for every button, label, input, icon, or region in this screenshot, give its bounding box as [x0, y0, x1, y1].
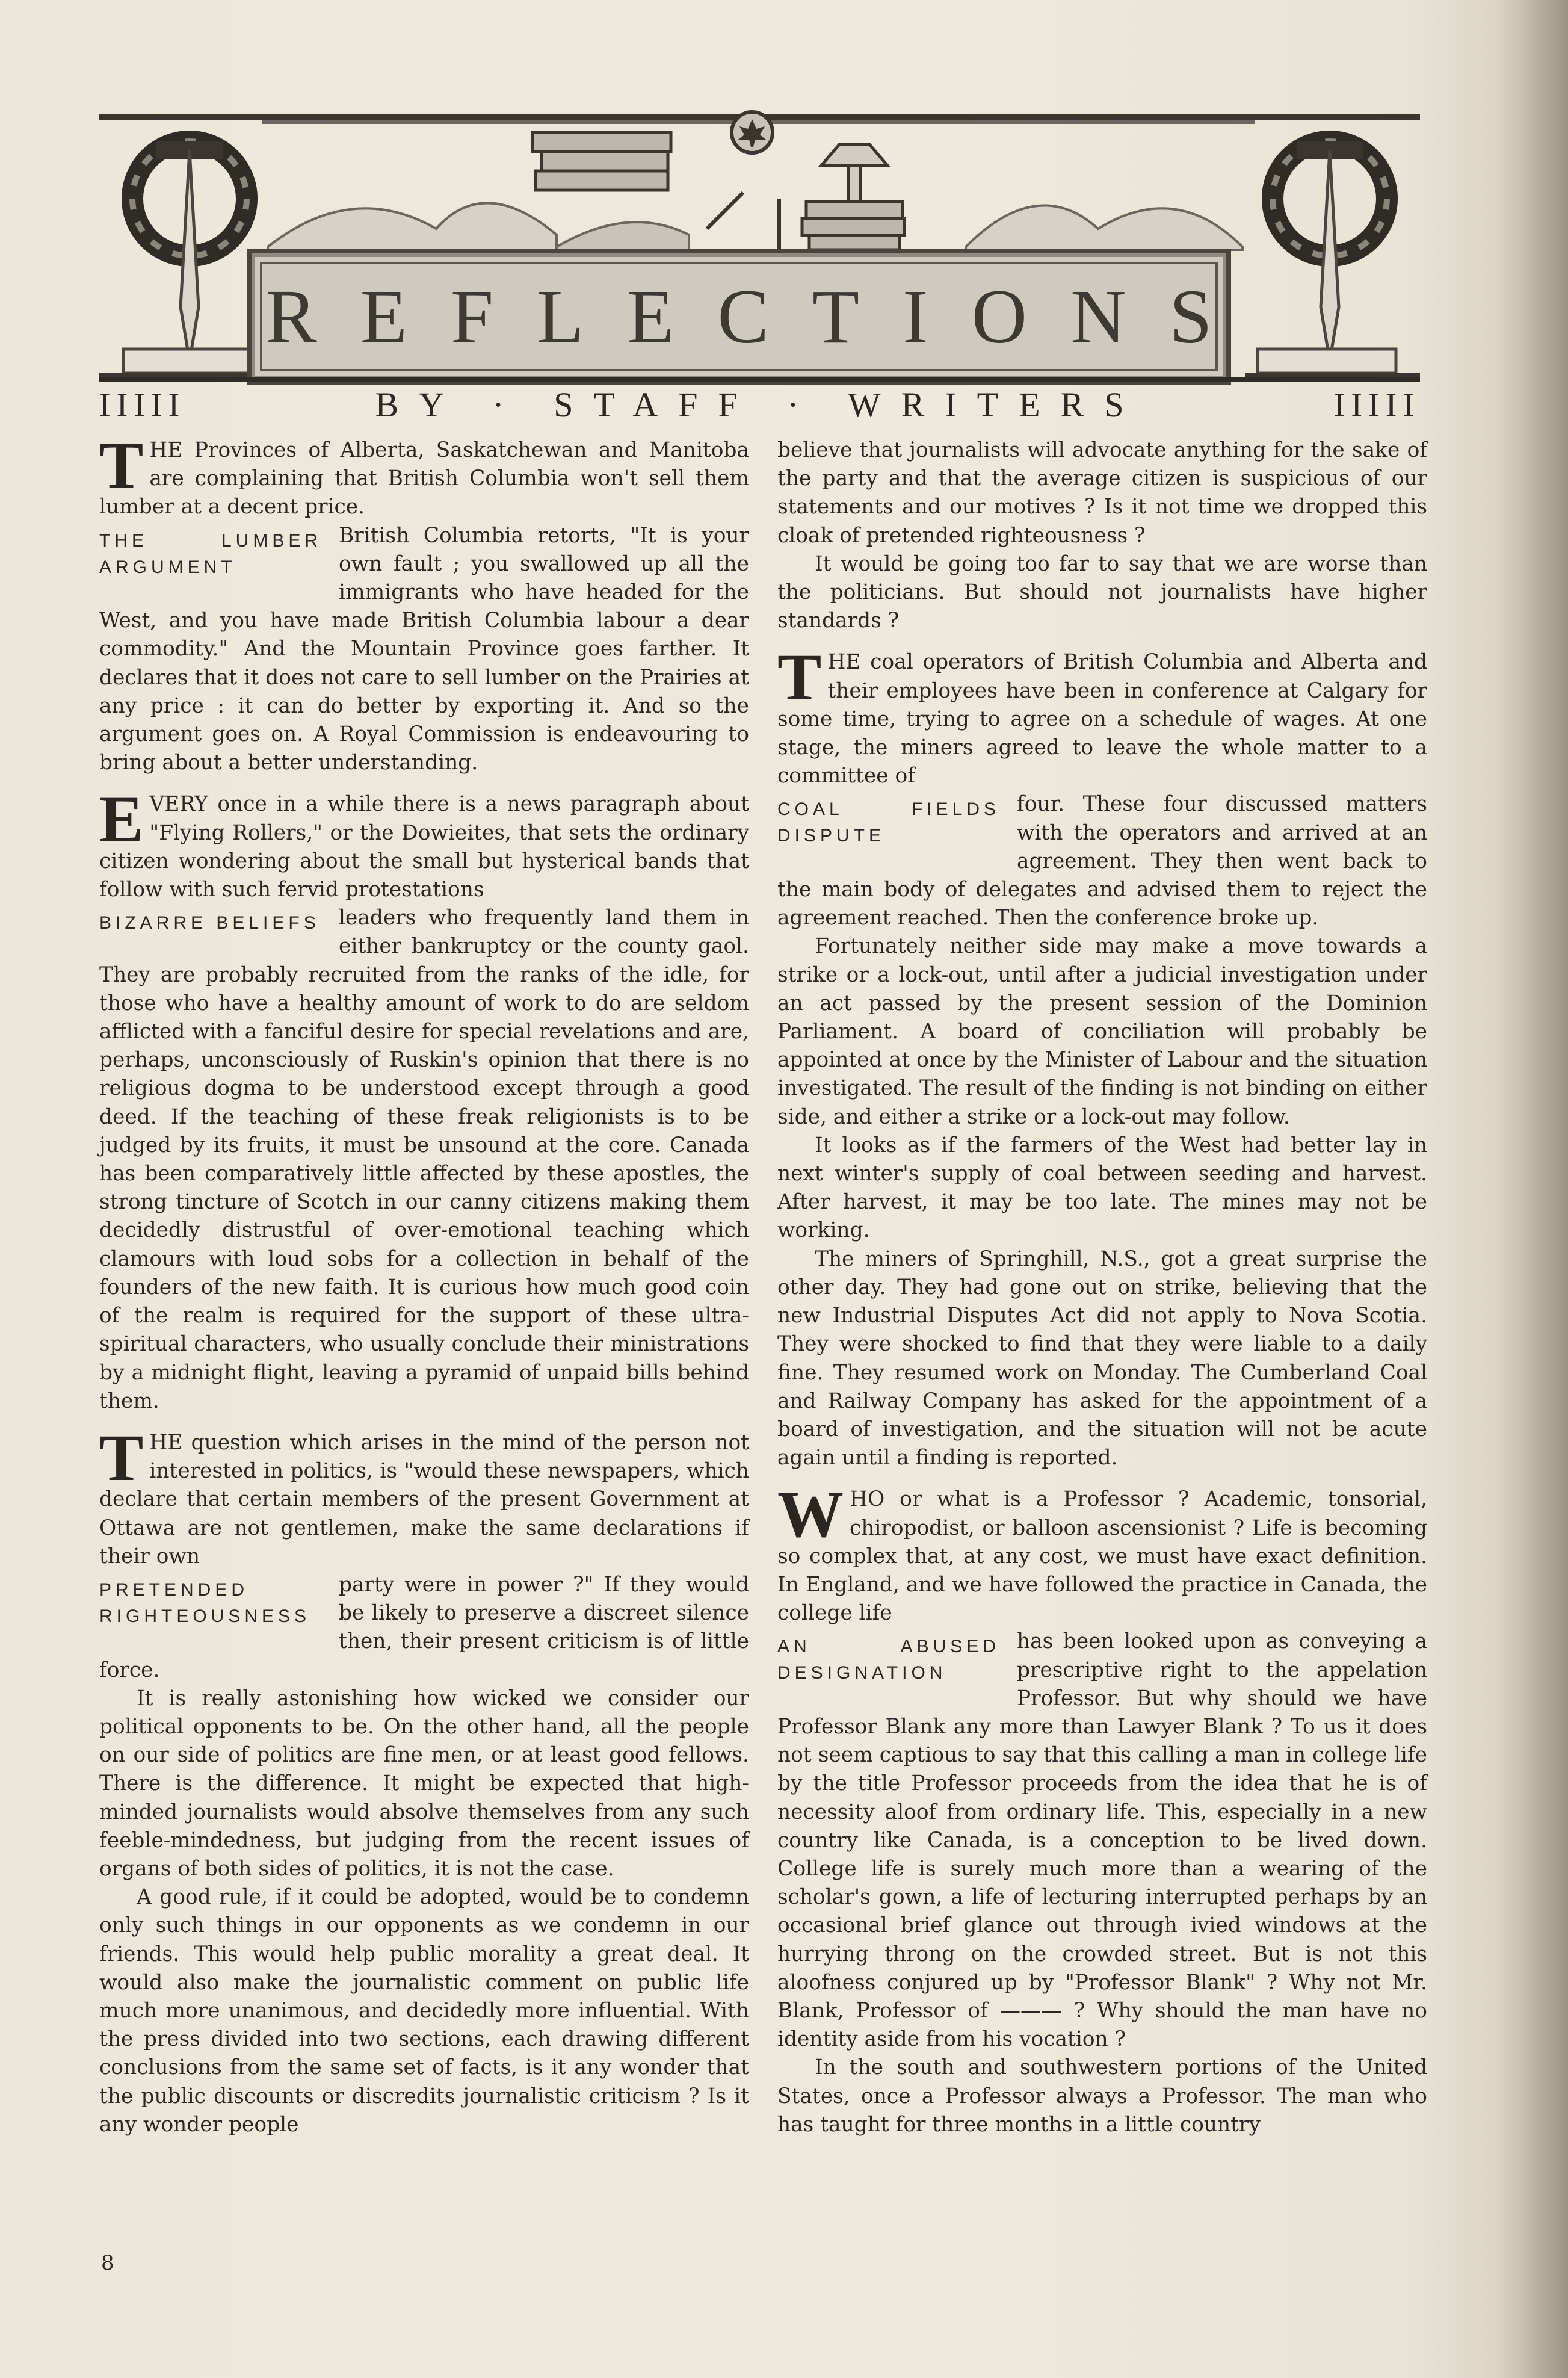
section-lead: VERY once in a while there is a news paragraph about "Flying Rollers," or the Dowieites, that sets the ordinary citizen wondering about the small but hysterical bands that follow with such fervid protestations [99, 792, 749, 902]
paragraph: A good rule, if it could be adopted, would be to condemn only such things in our opponents as we condemn in our friends. This would help public morality a great deal. It would also make the journalistic comment on public life much more unanimous, and decidedly more influential. With the press divided into two sections, each drawing different conclusions from the same set of facts, is it any wonder that the public discounts or discredits journalistic criticism ? Is it any wonder people [99, 1885, 749, 2137]
paragraph: In the south and southwestern portions of the United States, once a Professor always a Professor. The man who has taught for three months in a little country [777, 2055, 1427, 2137]
byline [99, 382, 1420, 427]
lamp-icon [821, 144, 887, 202]
byline-ornament-right: IIIII [1333, 386, 1420, 424]
section-continuation [777, 436, 1427, 635]
section-body: leaders who frequently land them in either bankruptcy or the county gaol. They are probably recruited from the ranks of the idle, for those who have a healthy amount of work to do are seldom afflicted with a fanciful desire for special revelations and are, perhaps, unconsciously of Ruskin's opinion that there is no religious dogma to be understood except through a good deed. If the teaching of these freak religionists is to be judged by its fruits, it must be unsound at the core. Canada has been comparatively little affected by these apostles, the strong tincture of Scotch in our canny citizens making them decidedly distrustful of over-emotional teaching which clamours with loud sobs for a collection in behalf of the founders of the new faith. It is curious how much good coin of the realm is required for the support of these ultra-spiritual characters, who usually conclude their ministrations by a midnight flight, leaving a pyramid of unpaid bills behind them. [99, 906, 749, 1413]
side-heading: AN ABUSED DESIGNATION [777, 1636, 1000, 1683]
byline-ornament-left: IIIII [99, 386, 186, 424]
drop-cap: T [99, 429, 144, 502]
left-column [99, 429, 749, 2152]
section-lead: HE Provinces of Alberta, Saskatchewan and Manitoba are complaining that British Columbia won't sell them lumber at a decent price. [99, 438, 749, 519]
binding-shadow [1496, 0, 1568, 2378]
paragraph: believe that journalists will advocate anything for the sake of the party and that the average citizen is suspicious of our statements and our motives ? Is it not time we dropped this cloak of pretended righteousness ? [777, 438, 1427, 548]
section-lumber-argument [99, 429, 749, 777]
title-panel [247, 249, 1256, 385]
reflections-header [99, 108, 1420, 427]
section-coal-fields-dispute [777, 640, 1427, 1472]
quill-icon [707, 193, 779, 250]
side-heading: THE LUMBER ARGUMENT [99, 530, 322, 577]
section-body: has been looked upon as conveying a prescriptive right to the appelation Professor. But why should we have Professor Blank any more than Lawyer Blank ? To us it does not seem captious to say that this calling a man in college life by the title Professor proceeds from the idea that he is of necessity aloof from ordinary life. This, especially in a new country like Canada, is a conception to be lived down. College life is surely much more than a wearing of the scholar's gown, a life of lecturing interrupted perhaps by an occasional brief glance out through ivied windows at the hurrying throng on the crowded street. But is not this aloofness conjured up by "Professor Blank" ? Why not Mr. Blank, Professor of ——— ? Why should the man have no identity aside from his vocation ? [777, 1629, 1427, 2052]
side-heading: COAL FIELDS DISPUTE [777, 799, 1000, 846]
section-pretended-righteousness [99, 1420, 749, 2139]
byline-text: BY · STAFF · WRITERS [375, 385, 1144, 424]
drop-cap: E [99, 782, 144, 856]
page-number: 8 [101, 2251, 114, 2275]
paragraph: Fortunately neither side may make a move towards a strike or a lock-out, until after a judicial investigation under an act passed by the present session of the Dominion Parliament. A board of conciliation will probably be appointed at once by the Minister of Labour and the situation investigated. The result of the finding is not binding on either side, and either a strike or a lock-out may follow. [777, 934, 1427, 1129]
drop-cap: W [777, 1478, 844, 1552]
paragraph: The miners of Springhill, N.S., got a great surprise the other day. They had gone out on strike, believing that the new Industrial Disputes Act did not apply to Nova Scotia. They were shocked to find that they were liable to a daily fine. They resumed work on Monday. The Cumberland Coal and Railway Company has asked for the appointment of a board of investigation, and the situation will not be acute again until a finding is reported. [777, 1246, 1427, 1470]
section-bizarre-beliefs [99, 782, 749, 1415]
section-body: British Columbia retorts, "It is your own fault ; you swallowed up all the immigrants who have headed for the West, and you have made British Columbia labour a dear commodity." And the Mountain Province goes farther. It declares that it does not care to sell lumber on the Prairies at any price : it can do better by exporting it. And so the argument goes on. A Royal Commission is endeavouring to bring about a better understanding. [99, 523, 749, 775]
section-body: four. These four discussed matters with the operators and arrived at an agreement. They then went back to the main body of delegates and advised them to reject the agreement reached. Then the conference broke up. [777, 792, 1427, 930]
leaf-folds [268, 203, 1242, 250]
side-heading: PRETENDED RIGHTEOUSNESS [99, 1579, 311, 1626]
section-lead: HE question which arises in the mind of the person not interested in politics, is "would these newspapers, which declare that certain members of the present Government at Ottawa are not gentlemen, make the same declarations if their own [99, 1430, 749, 1568]
section-body: party were in power ?" If they would be likely to preserve a discreet silence then, their present criticism is of little force. [99, 1572, 749, 1682]
page-title: REFLECTIONS [265, 273, 1256, 359]
section-lead: HE coal operators of British Columbia and Alberta and their employees have been in conference at Calgary for some time, trying to agree on a schedule of wages. At one stage, the miners agreed to leave the whole matter to a committee of [777, 650, 1427, 788]
section-abused-designation [777, 1478, 1427, 2139]
paragraph: It would be going too far to say that we are worse than the politicians. But should not journalists have higher standards ? [777, 551, 1427, 633]
drop-cap: T [99, 1420, 144, 1494]
side-heading: BIZARRE BELIEFS [99, 913, 320, 934]
header-rule [99, 377, 1420, 382]
paragraph: It looks as if the farmers of the West had better lay in next winter's supply of coal between seeding and harvest. After harvest, it may be too late. The mines may not be working. [777, 1133, 1427, 1243]
paragraph: It is really astonishing how wicked we consider our political opponents to be. On the other hand, all the people on our side of politics are fine men, or at least good fellows. There is the difference. It might be expected that high-minded journalists would absolve themselves from any such feeble-mindedness, but judging from the recent issues of organs of both sides of politics, it is not the case. [99, 1686, 749, 1881]
drop-cap: T [777, 640, 822, 714]
wreath-right-icon [1245, 141, 1420, 379]
right-column [777, 436, 1427, 2152]
maple-leaf-icon [732, 112, 773, 153]
section-lead: HO or what is a Professor ? Academic, tonsorial, chiropodist, or balloon ascensionist ? Life is becoming so complex that, at any cost, we must have exact definition. In England, and we have followed the practice in Canada, the college life [777, 1487, 1427, 1626]
